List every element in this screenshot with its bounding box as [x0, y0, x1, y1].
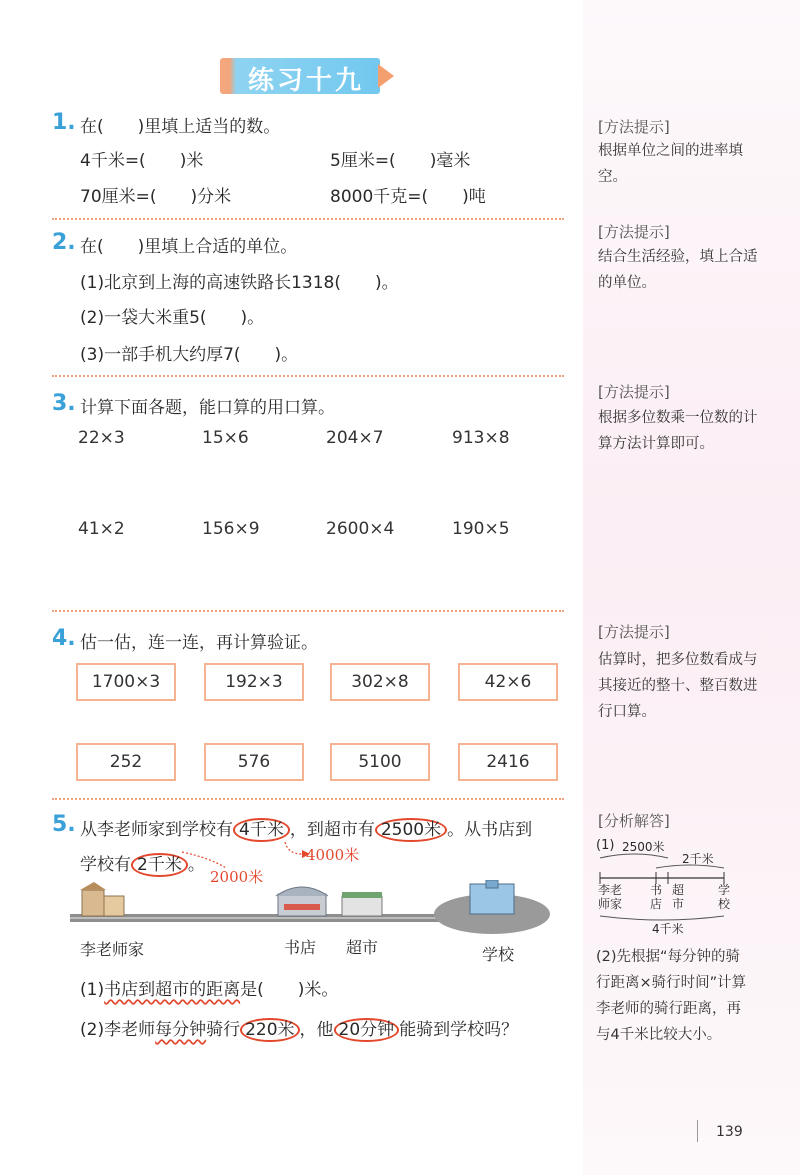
question-1-number: 1. [52, 110, 76, 135]
q5-wavy-underline: 书店到超市的距离 [104, 980, 241, 1000]
estimate-box-expression[interactable]: 302×8 [330, 663, 430, 701]
divider [52, 798, 564, 800]
diagram-point-label: 书店 [650, 883, 663, 911]
handwritten-note-4000m: 4000米 [306, 846, 360, 864]
tip-heading: [方法提示] [598, 623, 670, 641]
divider [52, 218, 564, 220]
house-icon [80, 882, 124, 916]
tip-heading: [方法提示] [598, 118, 670, 136]
q3-expression: 22×3 [78, 428, 125, 448]
question-3-prompt: 计算下面各题，能口算的用口算。 [80, 398, 335, 418]
q3-expression: 15×6 [202, 428, 249, 448]
question-1-prompt: 在( )里填上适当的数。 [80, 117, 281, 137]
analysis-part-1: (1) [596, 838, 615, 853]
tip-heading: [方法提示] [598, 223, 670, 241]
school-icon [434, 880, 550, 934]
supermarket-icon [342, 892, 382, 916]
q5-circled-220m: 220米 [240, 1018, 299, 1042]
q5-wavy-underline: 每分钟 [155, 1020, 207, 1040]
question-3-number: 3. [52, 391, 76, 416]
diagram-point-label: 超市 [672, 883, 685, 911]
estimate-box-expression[interactable]: 42×6 [458, 663, 558, 701]
q1-item: 5厘米=( )毫米 [330, 151, 471, 171]
q5-text: 。从书店到 [447, 820, 533, 840]
q3-expression: 204×7 [326, 428, 384, 448]
q5-circled-4km: 4千米 [233, 818, 290, 842]
estimate-box-expression[interactable]: 192×3 [204, 663, 304, 701]
q3-expression: 41×2 [78, 519, 125, 539]
divider [52, 610, 564, 612]
page-number: 139 [716, 1124, 743, 1140]
place-label: 超市 [346, 938, 379, 957]
q5-text: ，他 [299, 1020, 334, 1040]
handwritten-note-2000m: 2000米 [210, 868, 264, 886]
question-5-number: 5. [52, 812, 76, 837]
title-arrow-icon [378, 64, 394, 88]
q5-text: 能骑到学校吗？ [399, 1020, 519, 1040]
route-illustration [70, 880, 560, 940]
q3-expression: 156×9 [202, 519, 260, 539]
q5-text: (2)李老师 [80, 1020, 156, 1040]
page-number-separator [697, 1120, 698, 1142]
estimate-box-result[interactable]: 252 [76, 743, 176, 781]
place-label: 学校 [482, 945, 515, 964]
place-label: 书店 [284, 938, 317, 957]
place-label: 李老师家 [80, 940, 145, 959]
q1-item: 8000千克=( )吨 [330, 187, 486, 207]
diagram-point-label: 李老师家 [598, 883, 623, 911]
q5-text: 是( )米。 [240, 980, 339, 1000]
q2-item: (1)北京到上海的高速铁路长1318( )。 [80, 273, 399, 293]
q3-expression: 190×5 [452, 519, 510, 539]
bookstore-icon [276, 887, 328, 916]
segment-label-4km: 4千米 [652, 922, 684, 936]
analysis-body: (2)先根据“每分钟的骑行距离×骑行时间”计算李老师的骑行距离，再与4千米比较大小。 [596, 949, 747, 1043]
exercise-title: 练习十九 [248, 66, 365, 96]
analysis-heading: [分析解答] [598, 812, 670, 830]
divider [52, 375, 564, 377]
q1-item: 4千米=( )米 [80, 151, 204, 171]
estimate-box-result[interactable]: 576 [204, 743, 304, 781]
q5-text: 骑行 [206, 1020, 241, 1040]
q5-text: ，到超市有 [289, 820, 375, 840]
q5-circled-2km: 2千米 [131, 853, 188, 877]
exercise-title-banner [220, 58, 400, 98]
q5-circled-2500m: 2500米 [375, 818, 447, 842]
q3-expression: 913×8 [452, 428, 510, 448]
estimate-box-expression[interactable]: 1700×3 [76, 663, 176, 701]
q5-sub-question-2 [80, 1015, 518, 1040]
q5-circled-20min: 20分钟 [334, 1018, 400, 1042]
tip-body: 根据单位之间的进率填空。 [598, 143, 743, 185]
q2-item: (3)一部手机大约厚7( )。 [80, 345, 299, 365]
question-2-number: 2. [52, 230, 76, 255]
segment-label-2km: 2千米 [682, 852, 714, 866]
segment-label-2500m: 2500米 [622, 840, 665, 854]
estimate-box-result[interactable]: 2416 [458, 743, 558, 781]
q1-item: 70厘米=( )分米 [80, 187, 232, 207]
tip-body: 根据多位数乘一位数的计算方法计算即可。 [598, 410, 758, 452]
q3-expression: 2600×4 [326, 519, 395, 539]
q5-text: 学校有 [80, 855, 131, 875]
diagram-point-label: 学校 [718, 883, 731, 911]
question-2-prompt: 在( )里填上合适的单位。 [80, 237, 298, 257]
estimate-box-result[interactable]: 5100 [330, 743, 430, 781]
q5-text: 从李老师家到学校有 [80, 820, 233, 840]
q2-item: (2)一袋大米重5( )。 [80, 308, 265, 328]
question-4-prompt: 估一估，连一连，再计算验证。 [80, 633, 318, 653]
q5-sub-question-1 [80, 975, 338, 1000]
question-4-number: 4. [52, 626, 76, 651]
tip-body: 估算时，把多位数看成与其接近的整十、整百数进行口算。 [598, 652, 758, 720]
question-5-line-1 [80, 815, 532, 840]
tip-body: 结合生活经验，填上合适的单位。 [598, 249, 758, 291]
q5-text: 。 [187, 855, 205, 875]
q5-text: (1) [80, 980, 105, 1000]
tip-heading: [方法提示] [598, 383, 670, 401]
